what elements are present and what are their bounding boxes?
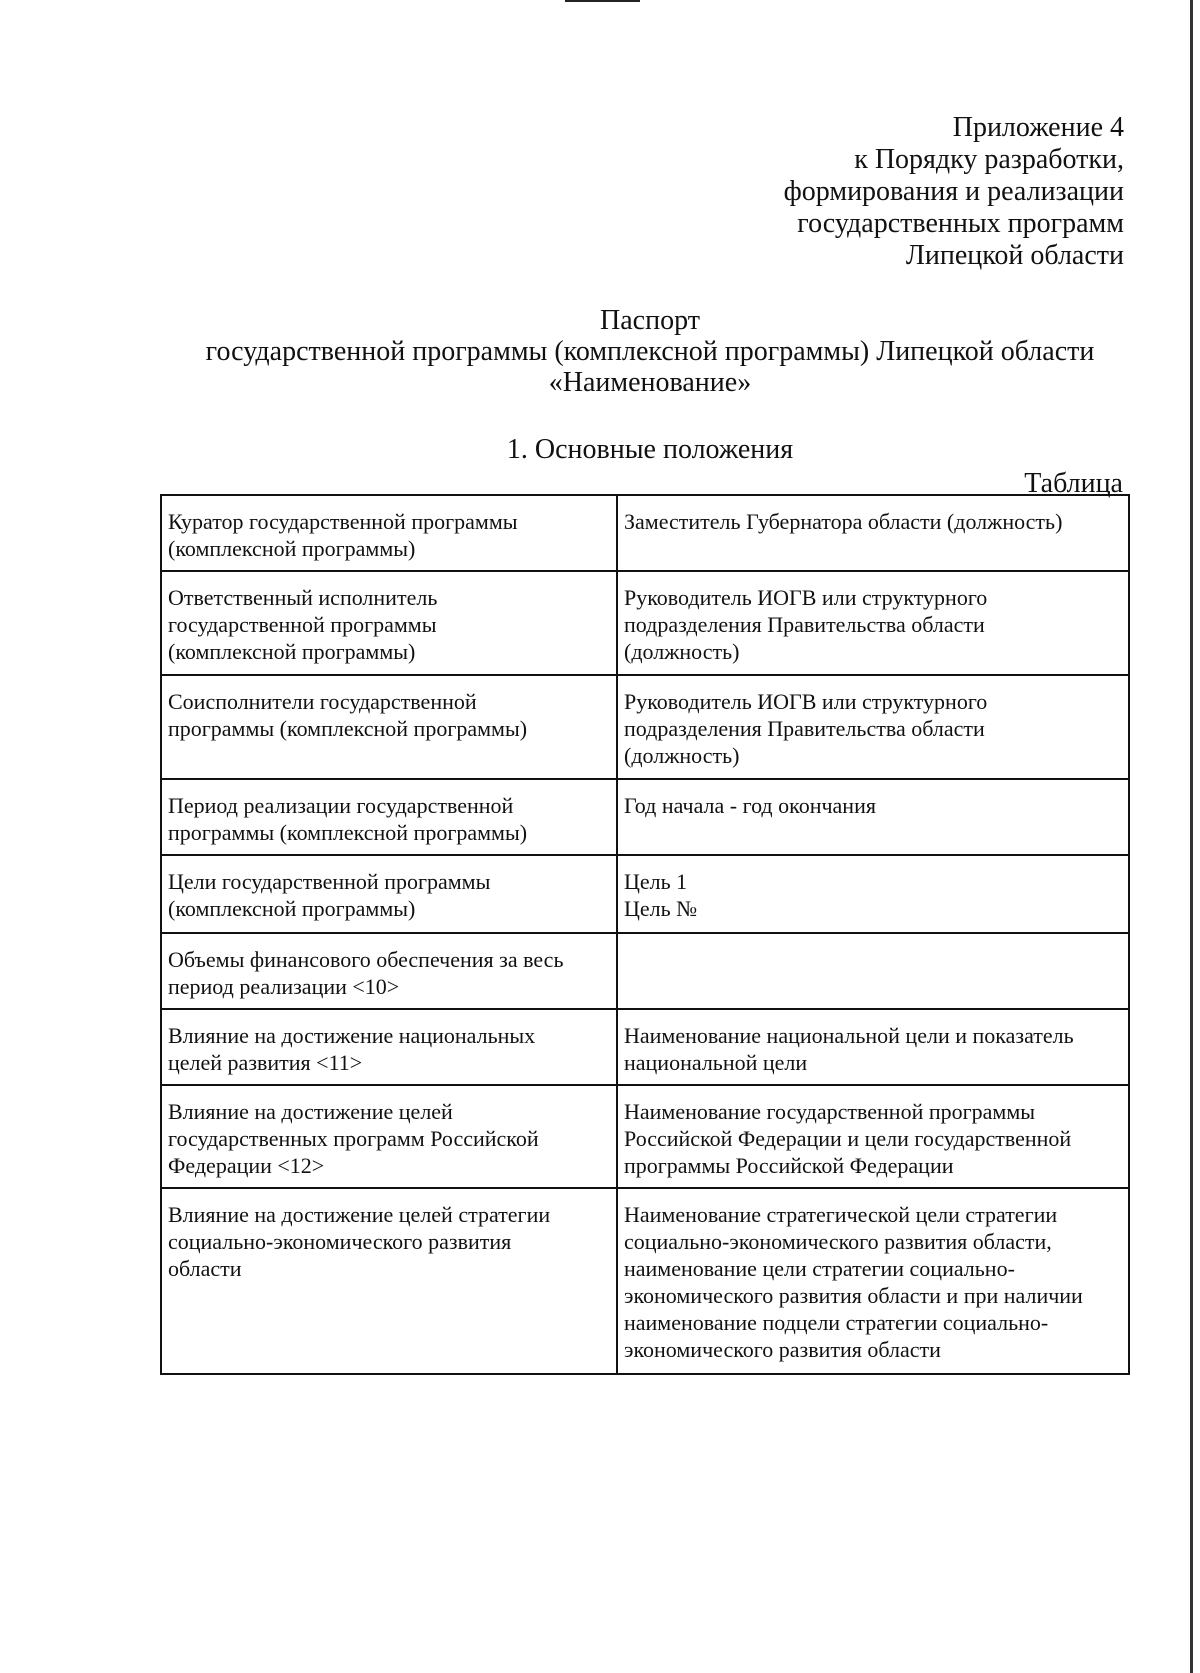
table-label: Таблица (1024, 468, 1123, 499)
section-heading: 1. Основные положения (506, 434, 794, 465)
table-row (161, 1009, 1129, 1085)
appendix-reference (784, 112, 1124, 272)
appendix-line: к Порядку разработки, (854, 144, 1124, 175)
row-label-curator: Куратор государственной программы (комплексной программы) (161, 495, 617, 571)
row-value-national-goals: Наименование национальной цели и показатель национальной цели (617, 1009, 1129, 1085)
row-label-strategy-goals: Влияние на достижение целей стратегии социально-экономического развития области (161, 1188, 617, 1374)
row-value-responsible: Руководитель ИОГВ или структурного подразделения Правительства области (должность) (617, 571, 1129, 675)
table-row (161, 495, 1129, 571)
scan-top-mark (565, 0, 640, 2)
title-line-passport: Паспорт (600, 305, 700, 336)
row-value-goals: Цель 1 Цель № (617, 855, 1129, 933)
table-row (161, 571, 1129, 675)
title-line-name: «Наименование» (548, 367, 752, 398)
table-row (161, 675, 1129, 779)
row-label-coexecutors: Соисполнители государственной программы (комплексной программы) (161, 675, 617, 779)
table-row (161, 855, 1129, 933)
row-value-financing (617, 933, 1129, 1009)
row-label-period: Период реализации государственной программы (комплексной программы) (161, 779, 617, 855)
row-label-financing: Объемы финансового обеспечения за весь период реализации <10> (161, 933, 617, 1009)
row-value-period: Год начала - год окончания (617, 779, 1129, 855)
table-row (161, 933, 1129, 1009)
table-row (161, 1188, 1129, 1374)
row-value-strategy-goals: Наименование стратегической цели стратегии социально-экономического развития области, наименование цели стратегии социально- экономического развития области и при наличии наименование подцели стратегии социально- экономического развития области (617, 1188, 1129, 1374)
document-title (150, 305, 1150, 398)
table-row (161, 779, 1129, 855)
title-line-program: государственной программы (комплексной программы) Липецкой области (205, 336, 1095, 367)
appendix-line: Приложение 4 (952, 112, 1124, 143)
row-value-federal-programs: Наименование государственной программы Российской Федерации и цели государственной программы Российской Федерации (617, 1085, 1129, 1188)
scan-edge-line (1190, 0, 1193, 1673)
row-label-goals: Цели государственной программы (комплексной программы) (161, 855, 617, 933)
appendix-line: государственных программ (797, 208, 1124, 239)
table-row (161, 1085, 1129, 1188)
row-value-curator: Заместитель Губернатора области (должность) (617, 495, 1129, 571)
appendix-line: формирования и реализации (783, 176, 1124, 207)
row-label-responsible: Ответственный исполнитель государственной программы (комплексной программы) (161, 571, 617, 675)
row-label-national-goals: Влияние на достижение национальных целей развития <11> (161, 1009, 617, 1085)
row-value-coexecutors: Руководитель ИОГВ или структурного подразделения Правительства области (должность) (617, 675, 1129, 779)
passport-table (160, 494, 1130, 1375)
appendix-line: Липецкой области (905, 240, 1124, 271)
row-label-federal-programs: Влияние на достижение целей государственных программ Российской Федерации <12> (161, 1085, 617, 1188)
